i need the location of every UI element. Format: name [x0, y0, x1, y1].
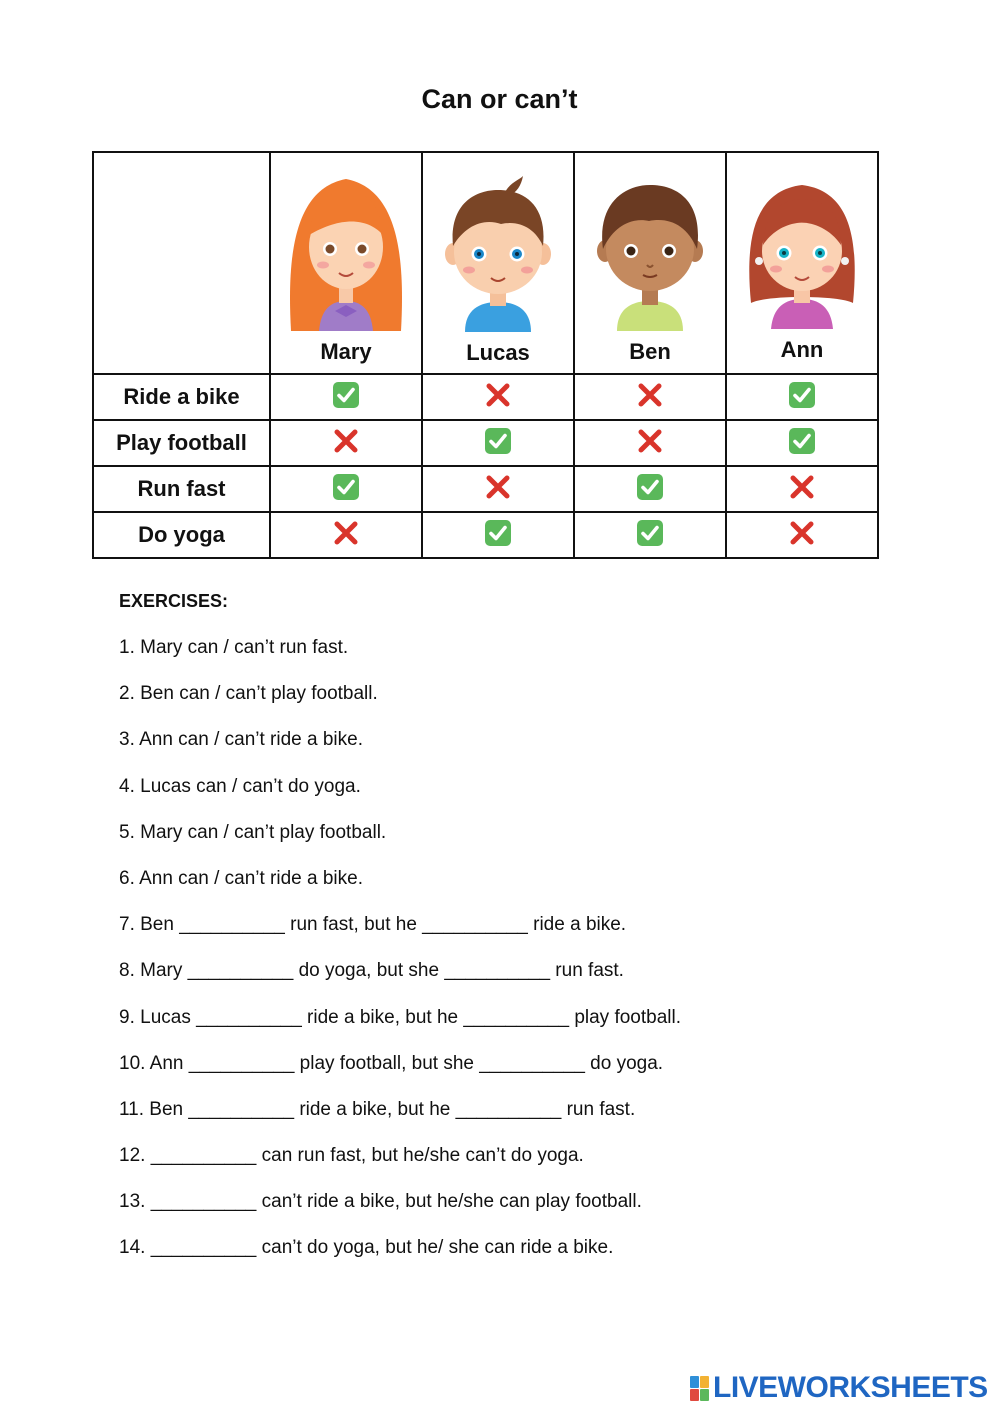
- cross-icon: [788, 519, 816, 547]
- ability-cell: [574, 374, 726, 420]
- check-icon: [332, 473, 360, 501]
- exercise-list: [119, 636, 681, 1283]
- activity-label: Ride a bike: [93, 374, 270, 420]
- activity-label: Play football: [93, 420, 270, 466]
- ability-cell: [726, 466, 878, 512]
- exercise-item: 6. Ann can / can’t ride a bike.: [119, 867, 363, 889]
- check-icon: [636, 519, 664, 547]
- kid-column-ann: [726, 152, 878, 374]
- exercise-item: 5. Mary can / can’t play football.: [119, 821, 387, 843]
- ability-cell: [270, 374, 422, 420]
- ability-cell: [270, 512, 422, 558]
- kid-name-ann: Ann: [780, 337, 824, 362]
- activity-label: Run fast: [93, 466, 270, 512]
- exercise-item: 7. Ben __________ run fast, but he __________ ride a bike.: [119, 914, 627, 936]
- ability-cell: [574, 512, 726, 558]
- exercise-item: 11. Ben __________ ride a bike, but he __________ run fast.: [119, 1098, 636, 1120]
- kid-name-lucas: Lucas: [466, 340, 530, 365]
- kid-column-lucas: [422, 152, 574, 374]
- ability-cell: [422, 512, 574, 558]
- cross-icon: [788, 473, 816, 501]
- ability-cell: [726, 512, 878, 558]
- check-icon: [484, 427, 512, 455]
- exercise-item: 10. Ann __________ play football, but she __________ do yoga.: [119, 1052, 664, 1074]
- ability-cell: [422, 466, 574, 512]
- check-icon: [788, 427, 816, 455]
- exercise-item: 9. Lucas __________ ride a bike, but he __________ play football.: [119, 1006, 682, 1028]
- brand-name: LIVEWORKSHEETS: [713, 1371, 988, 1404]
- ability-cell: [726, 374, 878, 420]
- lucas-avatar: [435, 168, 561, 334]
- exercise-item: 12. __________ can run fast, but he/she can’t do yoga.: [119, 1145, 584, 1167]
- ability-cell: [270, 420, 422, 466]
- table-row: [93, 466, 878, 512]
- cross-icon: [484, 381, 512, 409]
- ability-cell: [726, 420, 878, 466]
- ann-avatar: [739, 171, 865, 331]
- ben-avatar: [587, 169, 713, 333]
- logo-blocks-icon: [690, 1376, 709, 1401]
- ability-cell: [270, 466, 422, 512]
- exercises-heading: EXERCISES:: [119, 591, 229, 611]
- activity-label: Do yoga: [93, 512, 270, 558]
- exercise-item: 3. Ann can / can’t ride a bike.: [119, 729, 363, 751]
- ability-table: [92, 151, 879, 559]
- exercise-item: 8. Mary __________ do yoga, but she __________ run fast.: [119, 960, 624, 982]
- check-icon: [332, 381, 360, 409]
- table-row: [93, 420, 878, 466]
- cross-icon: [332, 519, 360, 547]
- exercise-item: 1. Mary can / can’t run fast.: [119, 637, 349, 658]
- ability-cell: [422, 374, 574, 420]
- exercise-item: 2. Ben can / can’t play football.: [119, 683, 378, 705]
- table-row: [93, 374, 878, 420]
- table-row: [93, 512, 878, 558]
- check-icon: [484, 519, 512, 547]
- mary-avatar: [283, 169, 409, 333]
- ability-cell: [574, 420, 726, 466]
- cross-icon: [636, 381, 664, 409]
- ability-cell: [574, 466, 726, 512]
- kid-column-mary: [270, 152, 422, 374]
- exercise-item: 13. __________ can’t ride a bike, but he/she can play football.: [119, 1191, 642, 1213]
- kid-name-ben: Ben: [629, 339, 671, 364]
- kid-column-ben: [574, 152, 726, 374]
- empty-corner-cell: [93, 152, 270, 374]
- cross-icon: [484, 473, 512, 501]
- page-title: Can or can’t: [421, 84, 578, 114]
- cross-icon: [636, 427, 664, 455]
- exercise-item: 14. __________ can’t do yoga, but he/ she can ride a bike.: [119, 1237, 614, 1259]
- ability-cell: [422, 420, 574, 466]
- kid-name-mary: Mary: [320, 339, 372, 364]
- exercise-item: 4. Lucas can / can’t do yoga.: [119, 775, 361, 797]
- table-header-row: [93, 152, 878, 374]
- check-icon: [788, 381, 816, 409]
- liveworksheets-logo: [690, 1373, 988, 1403]
- check-icon: [636, 473, 664, 501]
- cross-icon: [332, 427, 360, 455]
